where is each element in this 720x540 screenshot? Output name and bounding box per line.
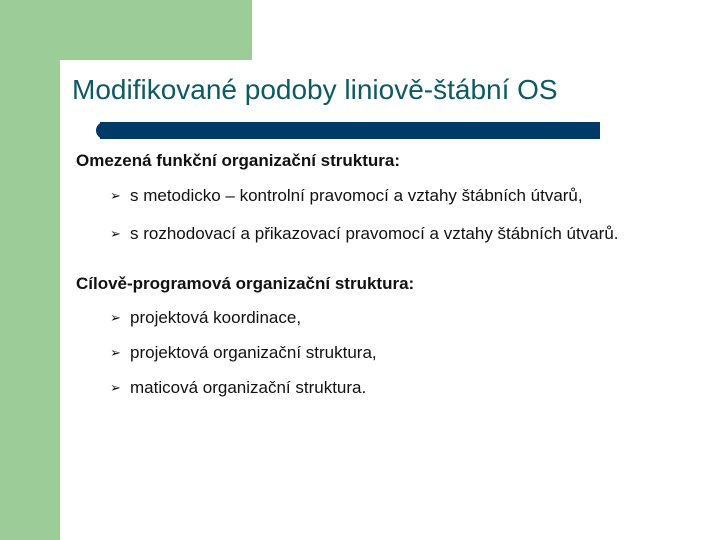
list-item — [76, 184, 676, 208]
list-item-text: maticová organizační struktura. — [130, 378, 367, 397]
list-item-text: projektová koordinace, — [130, 308, 302, 327]
list-item-text: s rozhodovací a přikazovací pravomocí a vztahy štábních útvarů. — [130, 224, 619, 243]
arrow-bullet-icon: ➢ — [110, 310, 121, 325]
bullet-list-1 — [76, 184, 676, 246]
section-heading-2: Cílově-programová organizační struktura: — [76, 274, 415, 293]
list-item — [76, 341, 676, 365]
list-item-text: projektová organizační struktura, — [130, 343, 377, 362]
arrow-bullet-icon: ➢ — [110, 226, 121, 241]
section-heading-1: Omezená funkční organizační struktura: — [76, 151, 401, 170]
arrow-bullet-icon: ➢ — [110, 188, 121, 203]
slide-title: Modifikované podoby liniově-štábní OS — [72, 74, 558, 105]
list-item — [76, 222, 676, 246]
list-item — [76, 376, 676, 400]
title-underline-rule — [100, 122, 600, 139]
slide-content — [76, 150, 676, 400]
list-item — [76, 306, 676, 330]
list-item-text: s metodicko – kontrolní pravomocí a vztahy štábních útvarů, — [130, 186, 583, 205]
arrow-bullet-icon: ➢ — [110, 380, 121, 395]
bullet-list-2 — [76, 306, 676, 400]
decorative-green-sidebar — [0, 120, 60, 540]
arrow-bullet-icon: ➢ — [110, 345, 121, 360]
